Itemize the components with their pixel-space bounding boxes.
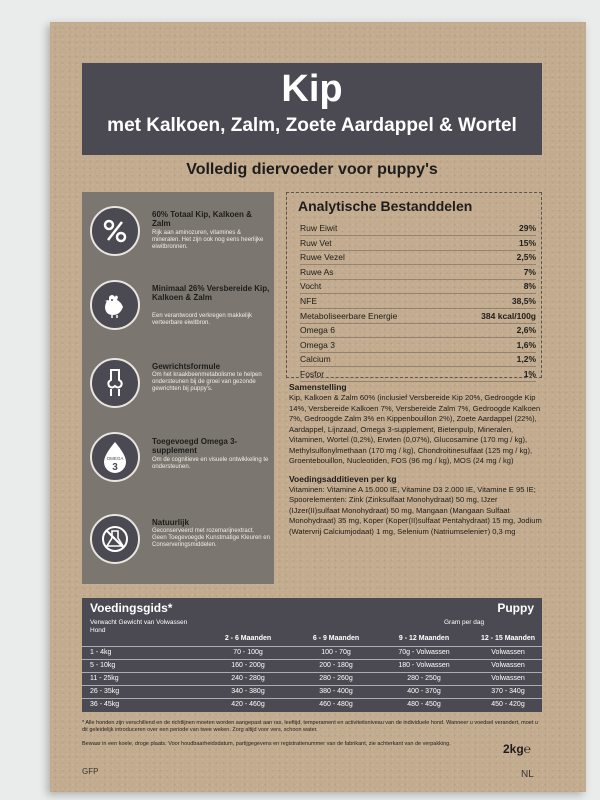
analysis-row-value: 8% (523, 281, 536, 292)
feeding-guide-cell: 200 - 180g (319, 662, 353, 669)
product-tagline: Volledig diervoeder voor puppy's (186, 161, 438, 178)
storage-info: Bewaar in een koele, droge plaats. Voor houdbaarheidsdatum, partijgegevens en registratienummer van de fabrikant, zie achterkant van de verpakking. (82, 741, 451, 747)
feature-description: Een verantwoord verkregen makkelijk verteerbare eiwitbron. (152, 313, 253, 326)
feeding-guide-cell: 100 - 70g (321, 649, 351, 656)
feeding-guide-column-header: 6 - 9 Maanden (312, 635, 360, 642)
feeding-guide-weight: 36 - 45kg (90, 701, 120, 708)
feeding-guide-row (82, 685, 542, 699)
feeding-guide-cell: 400 - 370g (407, 688, 441, 695)
analysis-row-value: 29% (518, 223, 536, 233)
feature-title: Minimaal 26% Versbereide Kip, Kalkoen & Zalm (152, 284, 270, 302)
analysis-row-divider (300, 366, 536, 367)
analysis-row-value: 15% (518, 237, 536, 248)
omega-drop-icon (90, 432, 140, 482)
feature-description: Om het kraakbeenmetabolisme te helpen ondersteunen bij de groei van gezonde gewrichten bij puppy's. (152, 372, 262, 392)
analysis-row-divider (300, 235, 536, 236)
feeding-guide-weight: 11 - 25kg (90, 675, 119, 682)
analysis-row-divider (300, 308, 536, 309)
analysis-row-value: 1,2% (516, 354, 536, 365)
analysis-row-name: NFE (300, 296, 317, 306)
analytical-constituents (286, 192, 542, 378)
feeding-guide-cell: 160 - 200g (231, 662, 265, 669)
feeding-guide-cell: 340 - 380g (231, 688, 265, 695)
analysis-row (300, 325, 536, 336)
footer-note: * Alle honden zijn verschillend en de richtlijnen moeten worden aangepast aan ras, leeftijd, temperament en activiteitsniveau van de individuele hond. Wanneer u voedsel verandert, moet u dit geleidelijk introduceren over een periode van twee weken. Zorg altijd voor vers, schoon water. (82, 720, 538, 733)
analysis-row-value: 7% (523, 266, 536, 277)
analysis-row-value: 1% (523, 369, 536, 379)
feeding-guide-row (82, 646, 542, 660)
analysis-row-divider (300, 264, 536, 265)
analysis-row (300, 311, 536, 322)
analysis-row-divider (300, 279, 536, 280)
analysis-row-name: Calcium (300, 354, 331, 365)
analysis-row (300, 252, 536, 263)
features-panel (82, 192, 274, 584)
feeding-guide-cell: 420 - 460g (231, 701, 265, 708)
feeding-guide-cell: 460 - 480g (319, 701, 353, 708)
feeding-guide (82, 598, 542, 712)
analysis-row (300, 296, 536, 307)
feeding-guide-title: Voedingsgids* (90, 601, 173, 615)
feeding-guide-cell: 480 - 450g (407, 701, 441, 708)
additives-title: Voedingsadditieven per kg (289, 473, 397, 484)
feeding-guide-cell: 450 - 420g (491, 701, 525, 708)
gram-per-day-label: Gram per dag (444, 619, 485, 626)
composition-section (289, 382, 545, 537)
analysis-row-name: Fosfor (300, 369, 325, 379)
analysis-row (300, 238, 536, 249)
analysis-row-divider (300, 323, 536, 324)
feeding-guide-cell: 280 - 250g (407, 675, 441, 682)
composition-text: Kip, Kalkoen & Zalm 60% (inclusief Versbereide Kip 20%, Gedroogde Kip 14%, Versbereide Kalkoen 7%, Versbereide Zalm 7%, Gedroogde Kalkoen 7%, Gedroogde Zalm 3% en Kippenbouillon 2%), Zoete Aardappel (22%), Aardappel, Lijnzaad, Omega 3-supplement, Bietenpulp, Mineralen, Vitaminen, Wortel (0,2%), Erwten (0,07%), Glucosamine (170 mg / kg), Methylsulfonylmethaan (170 mg / kg), Chondroitinesulfaat (125 mg / kg), Groentebouillon, Nucleotiden, FOS (96 mg / kg), MOS (24 mg / kg) (289, 393, 541, 465)
feature-title: Gewrichtsformule (152, 362, 221, 371)
feature-title: Natuurlijk (152, 518, 189, 527)
feeding-guide-row (82, 672, 542, 686)
omega-icon-label: OMEGA (106, 456, 124, 461)
analysis-row-name: Ruw Vet (300, 237, 332, 248)
analysis-row (300, 267, 536, 278)
feeding-guide-row (82, 659, 542, 673)
feeding-guide-cell: 280 - 260g (319, 675, 353, 682)
additives-text: Vitaminen: Vitamine A 15.000 IE, Vitamine D3 2.000 IE, Vitamine E 95 IE; Spoorelementen: Zink (Zinksulfaat Monohydraat) 50 mg, IJzer (IJzer(II)sulfaat Monohydraat) 50 mg, Mangaan (Mangaan Sulfaat Monohydraat) 35 mg, Koper (Koper(II)sulfaat Pentahydraat) 15 mg, Jodium (Watervrij Calciumjodaat) 1 mg, Selenium (Natriumselenieт) 0,3 mg (289, 484, 542, 536)
analysis-row-name: Vocht (300, 281, 322, 292)
analysis-row-value: 38,5% (511, 296, 536, 306)
analysis-row-divider (300, 250, 536, 251)
feeding-guide-badge: Puppy (497, 601, 534, 615)
analysis-row-divider (300, 352, 536, 353)
analysis-row-name: Ruw Eiwit (300, 223, 338, 233)
analysis-row (300, 223, 536, 234)
weight-column-label: Verwacht Gewicht van Volwassen (90, 619, 188, 626)
weight-column-label-2: Hond (90, 627, 106, 634)
analysis-row-name: Ruwe Vezel (300, 252, 345, 263)
feeding-guide-weight: 5 - 10kg (90, 662, 116, 669)
analysis-row-name: Ruwe As (300, 266, 334, 277)
no-flask-icon (90, 514, 140, 564)
feeding-guide-column-header: 2 - 6 Maanden (224, 635, 272, 642)
feeding-guide-row (82, 698, 542, 712)
feature-title: 60% Totaal Kip, Kalkoen & Zalm (152, 210, 252, 228)
analysis-row-divider (300, 293, 536, 294)
analysis-row (300, 281, 536, 292)
product-subtitle: met Kalkoen, Zalm, Zoete Aardappel & Wortel (107, 115, 517, 136)
analysis-row-name: Metaboliseerbare Energie (300, 310, 398, 321)
analysis-row-value: 384 kcal/100g (481, 310, 536, 321)
feeding-guide-column-header: 9 - 12 Maanden (398, 635, 450, 642)
language-code: NL (521, 769, 534, 780)
analysis-row (300, 340, 536, 351)
feeding-guide-weight: 1 - 4kg (90, 649, 112, 656)
feeding-guide-cell: Volwassen (491, 662, 525, 669)
feeding-guide-cell: 240 - 280g (231, 675, 265, 682)
analysis-row-name: Omega 3 (300, 339, 335, 350)
feeding-guide-cell: 370 - 340g (491, 688, 525, 695)
analysis-row-value: 2,6% (516, 325, 536, 336)
analysis-row-divider (300, 337, 536, 338)
feeding-guide-cell: 70 - 100g (233, 649, 263, 656)
analysis-row (300, 369, 536, 380)
product-title: Kip (281, 68, 343, 110)
omega-icon-number: 3 (112, 462, 118, 473)
feeding-guide-cell: 380 - 400g (319, 688, 353, 695)
feeding-guide-cell: Volwassen (491, 675, 525, 682)
chicken-icon (90, 280, 140, 330)
feature-description: Om de cognitieve en visuele ontwikkeling te ondersteunen. (152, 457, 269, 470)
title-banner (82, 63, 542, 155)
joint-icon (90, 358, 140, 408)
feature-description: Rijk aan aminozuren, vitamines & mineralen. Het zijn ook nog eens heerlijke eiwitbronnen. (152, 230, 264, 250)
analysis-row-value: 1,6% (516, 339, 536, 350)
net-weight: 2kg℮ (503, 742, 531, 756)
feature-description: Geconserveerd met rozemarijnextract. Geen Toegevoegde Kunstmatige Kleuren en Conserveringsmiddelen. (152, 528, 270, 548)
feeding-guide-cell: 70g - Volwassen (398, 649, 450, 656)
feeding-guide-cell: Volwassen (491, 649, 525, 656)
feeding-guide-column-header: 12 - 15 Maanden (480, 635, 536, 642)
percent-icon (90, 206, 140, 256)
analysis-title: Analytische Bestanddelen (298, 198, 473, 214)
analysis-row (300, 354, 536, 365)
feeding-guide-weight: 26 - 35kg (90, 688, 120, 695)
gfp-mark: GFP (82, 767, 99, 776)
feeding-guide-cell: 180 - Volwassen (398, 662, 450, 669)
composition-title: Samenstelling (289, 382, 347, 392)
analysis-row-name: Omega 6 (300, 325, 335, 336)
feature-title: Toegevoegd Omega 3-supplement (152, 437, 238, 455)
analysis-row-value: 2,5% (516, 252, 536, 263)
